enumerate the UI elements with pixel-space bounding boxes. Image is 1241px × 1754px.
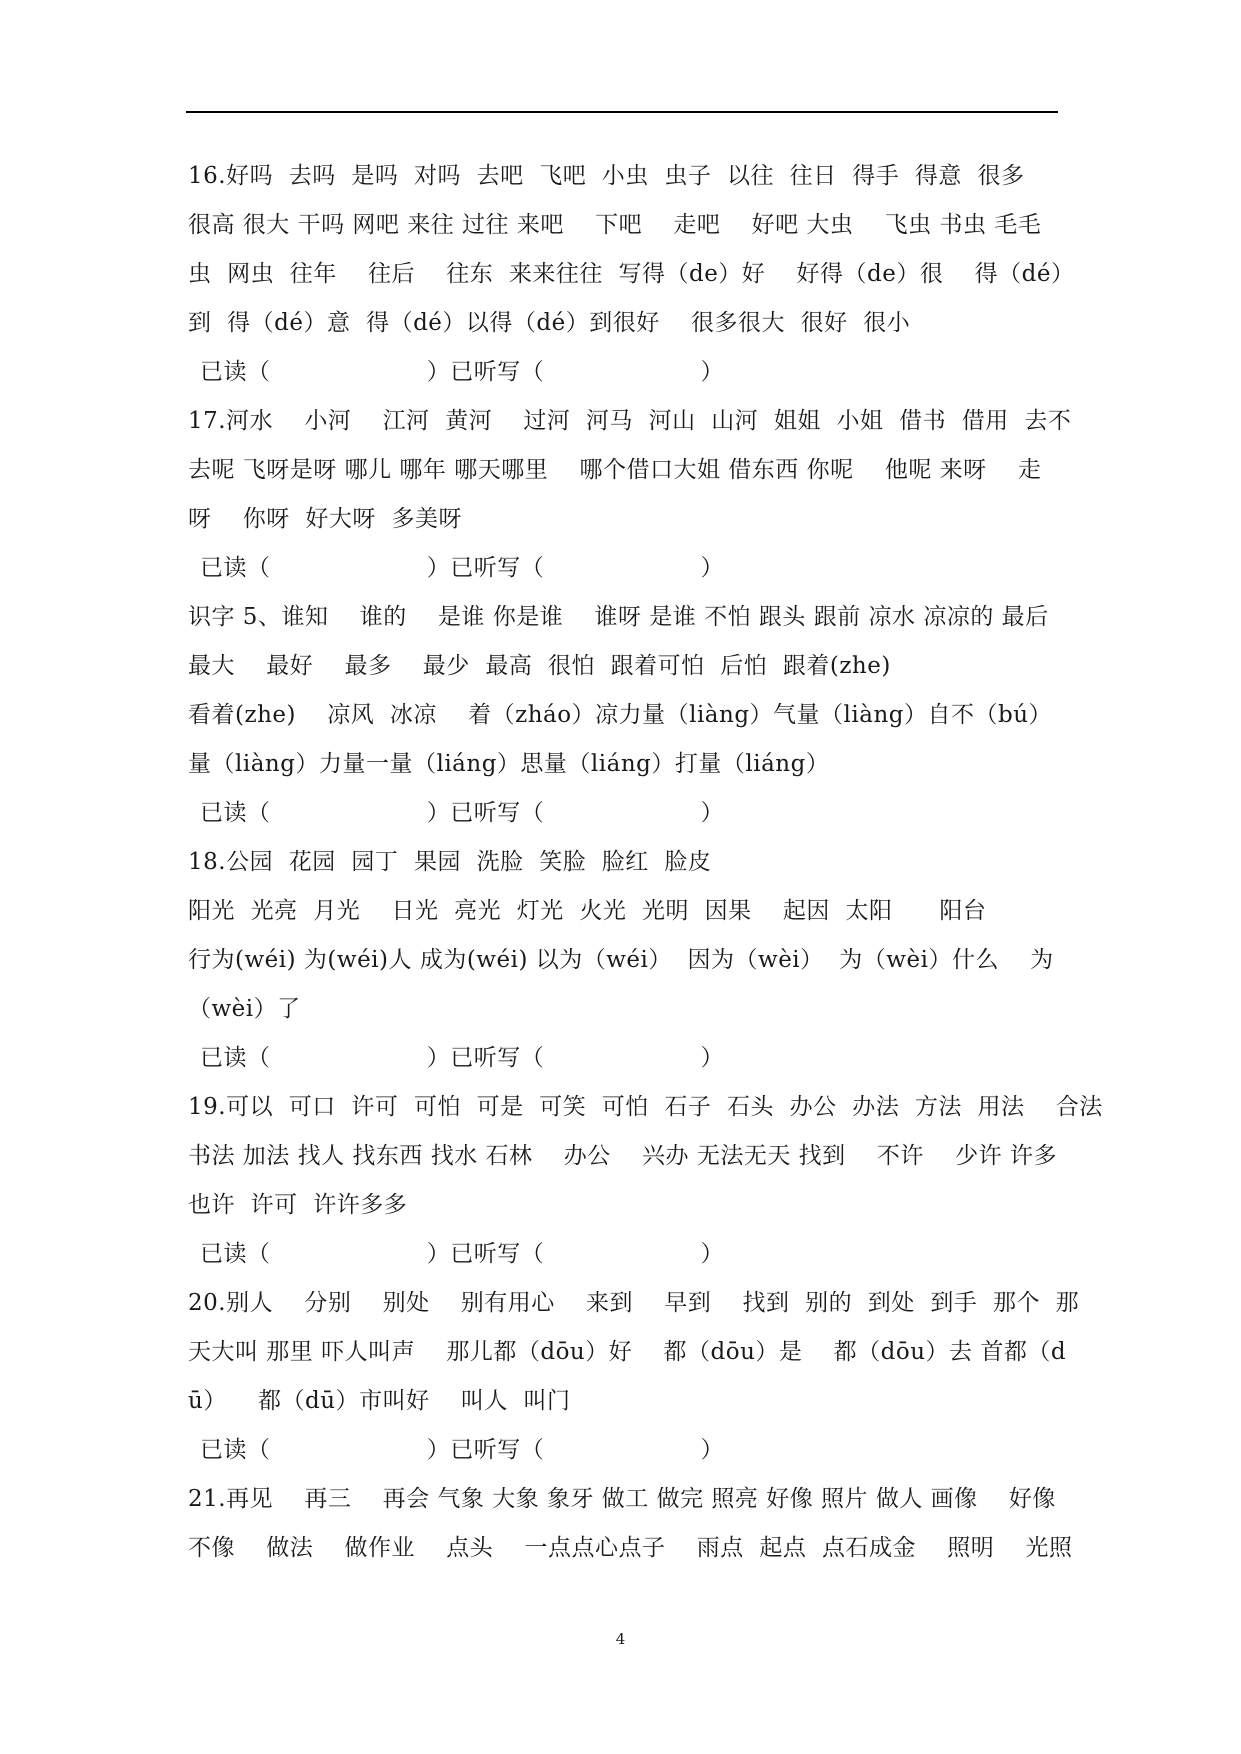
word-list-line: （wèi）了 [188,996,301,1022]
word-list-line: 不像 做法 做作业 点头 一点点心点子 雨点 起点 点石成金 照明 光照 [188,1535,1073,1561]
read-write-status-line: 已读（ ）已听写（ ） [200,359,724,385]
word-list-line: 到 得（dé）意 得（dé）以得（dé）到很好 很多很大 很好 很小 [188,310,911,336]
word-list-line: 行为(wéi) 为(wéi)人 成为(wéi) 以为（wéi） 因为（wèi） 为（wèi）什么 为 [188,947,1054,973]
page-content [188,152,1103,1573]
read-write-status-line: 已读（ ）已听写（ ） [200,555,724,581]
word-list-line: 虫 网虫 往年 往后 往东 来来往往 写得（de）好 好得（de）很 得（dé） [188,261,1075,287]
word-list-line: 18.公园 花园 园丁 果园 洗脸 笑脸 脸红 脸皮 [188,849,712,875]
word-list-line: 阳光 光亮 月光 日光 亮光 灯光 火光 光明 因果 起因 太阳 阳台 [188,898,987,924]
word-list-line: 书法 加法 找人 找东西 找水 石林 办公 兴办 无法无天 找到 不许 少许 许多 [188,1143,1057,1169]
word-list-line: 20.别人 分别 别处 别有用心 来到 早到 找到 别的 到处 到手 那个 那 [188,1290,1080,1316]
header-rule [186,111,1058,113]
word-list-line: 17.河水 小河 江河 黄河 过河 河马 河山 山河 姐姐 小姐 借书 借用 去不 [188,408,1072,434]
word-list-line: 16.好吗 去吗 是吗 对吗 去吧 飞吧 小虫 虫子 以往 往日 得手 得意 很多 [188,163,1025,189]
word-list-line: 看着(zhe) 凉风 冰凉 着（zháo）凉力量（liàng）气量（liàng）自不（bú） [188,702,1053,728]
word-list-line: 天大叫 那里 吓人叫声 那儿都（dōu）好 都（dōu）是 都（dōu）去 首都（d [188,1339,1067,1365]
word-list-line: 去呢 飞呀是呀 哪儿 哪年 哪天哪里 哪个借口大姐 借东西 你呢 他呢 来呀 走 [188,457,1042,483]
word-list-line: 最大 最好 最多 最少 最高 很怕 跟着可怕 后怕 跟着(zhe) [188,653,891,679]
page-number: 4 [615,1630,626,1648]
word-list-line: 呀 你呀 好大呀 多美呀 [188,506,462,532]
read-write-status-line: 已读（ ）已听写（ ） [200,1045,724,1071]
word-list-line: ū） 都（dū）市叫好 叫人 叫门 [188,1388,571,1414]
read-write-status-line: 已读（ ）已听写（ ） [200,1241,724,1267]
word-list-line: 量（liàng）力量一量（liáng）思量（liáng）打量（liáng） [188,751,830,777]
read-write-status-line: 已读（ ）已听写（ ） [200,800,724,826]
word-list-line: 19.可以 可口 许可 可怕 可是 可笑 可怕 石子 石头 办公 办法 方法 用法 合法 [188,1094,1103,1120]
read-write-status-line: 已读（ ）已听写（ ） [200,1437,724,1463]
word-list-line: 识字 5、谁知 谁的 是谁 你是谁 谁呀 是谁 不怕 跟头 跟前 凉水 凉凉的 最后 [188,604,1049,630]
word-list-line: 21.再见 再三 再会 气象 大象 象牙 做工 做完 照亮 好像 照片 做人 画像 好像 [188,1486,1056,1512]
word-list-line: 很高 很大 干吗 网吧 来往 过往 来吧 下吧 走吧 好吧 大虫 飞虫 书虫 毛毛 [188,212,1042,238]
word-list-line: 也许 许可 许许多多 [188,1192,408,1218]
